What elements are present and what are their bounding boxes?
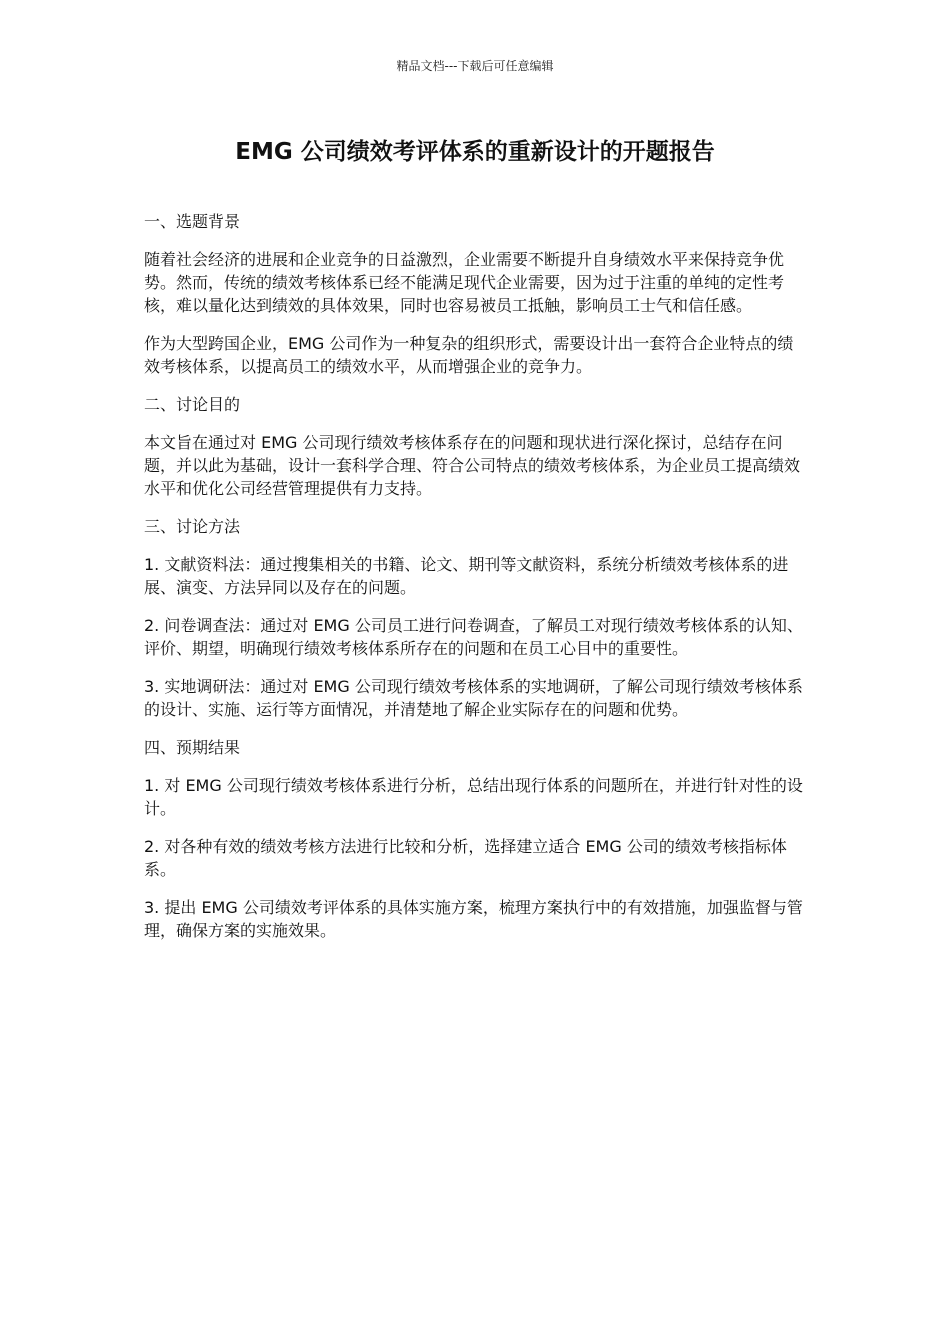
page-header: 精品文档---下载后可任意编辑 [396,59,554,73]
section-heading-method: 三、讨论方法 [144,517,241,536]
method-item-3: 3. 实地调研法：通过对 EMG 公司现行绩效考核体系的实地调研，了解公司现行绩效考核体系的设计、实施、运行等方面情况，并清楚地了解企业实际存在的问题和优势。 [144,677,803,719]
section-heading-purpose: 二、讨论目的 [144,395,241,414]
document-title: EMG 公司绩效考评体系的重新设计的开题报告 [235,139,715,165]
background-paragraph-2: 作为大型跨国企业，EMG 公司作为一种复杂的组织形式，需要设计出一套符合企业特点的绩效考核体系，以提高员工的绩效水平，从而增强企业的竞争力。 [144,334,794,376]
purpose-paragraph: 本文旨在通过对 EMG 公司现行绩效考核体系存在的问题和现状进行深化探讨，总结存在问题，并以此为基础，设计一套科学合理、符合公司特点的绩效考核体系，为企业员工提高绩效水平和优化公司经营管理提供有力支持。 [144,433,801,498]
results-item-3: 3. 提出 EMG 公司绩效考评体系的具体实施方案，梳理方案执行中的有效措施，加强监督与管理，确保方案的实施效果。 [144,898,803,940]
section-heading-background: 一、选题背景 [144,212,241,231]
method-item-1: 1. 文献资料法：通过搜集相关的书籍、论文、期刊等文献资料，系统分析绩效考核体系的进展、演变、方法异同以及存在的问题。 [144,555,789,597]
document-body [144,210,808,957]
results-item-2: 2. 对各种有效的绩效考核方法进行比较和分析，选择建立适合 EMG 公司的绩效考核指标体系。 [144,837,787,879]
results-item-1: 1. 对 EMG 公司现行绩效考核体系进行分析，总结出现行体系的问题所在，并进行针对性的设计。 [144,776,803,818]
method-item-2: 2. 问卷调查法：通过对 EMG 公司员工进行问卷调查，了解员工对现行绩效考核体系的认知、评价、期望，明确现行绩效考核体系所存在的问题和在员工心目中的重要性。 [144,616,803,658]
background-paragraph-1: 随着社会经济的进展和企业竞争的日益激烈，企业需要不断提升自身绩效水平来保持竞争优势。然而，传统的绩效考核体系已经不能满足现代企业需要，因为过于注重的单纯的定性考核，难以量化达到绩效的具体效果，同时也容易被员工抵触，影响员工士气和信任感。 [144,250,785,315]
section-heading-results: 四、预期结果 [144,738,241,757]
